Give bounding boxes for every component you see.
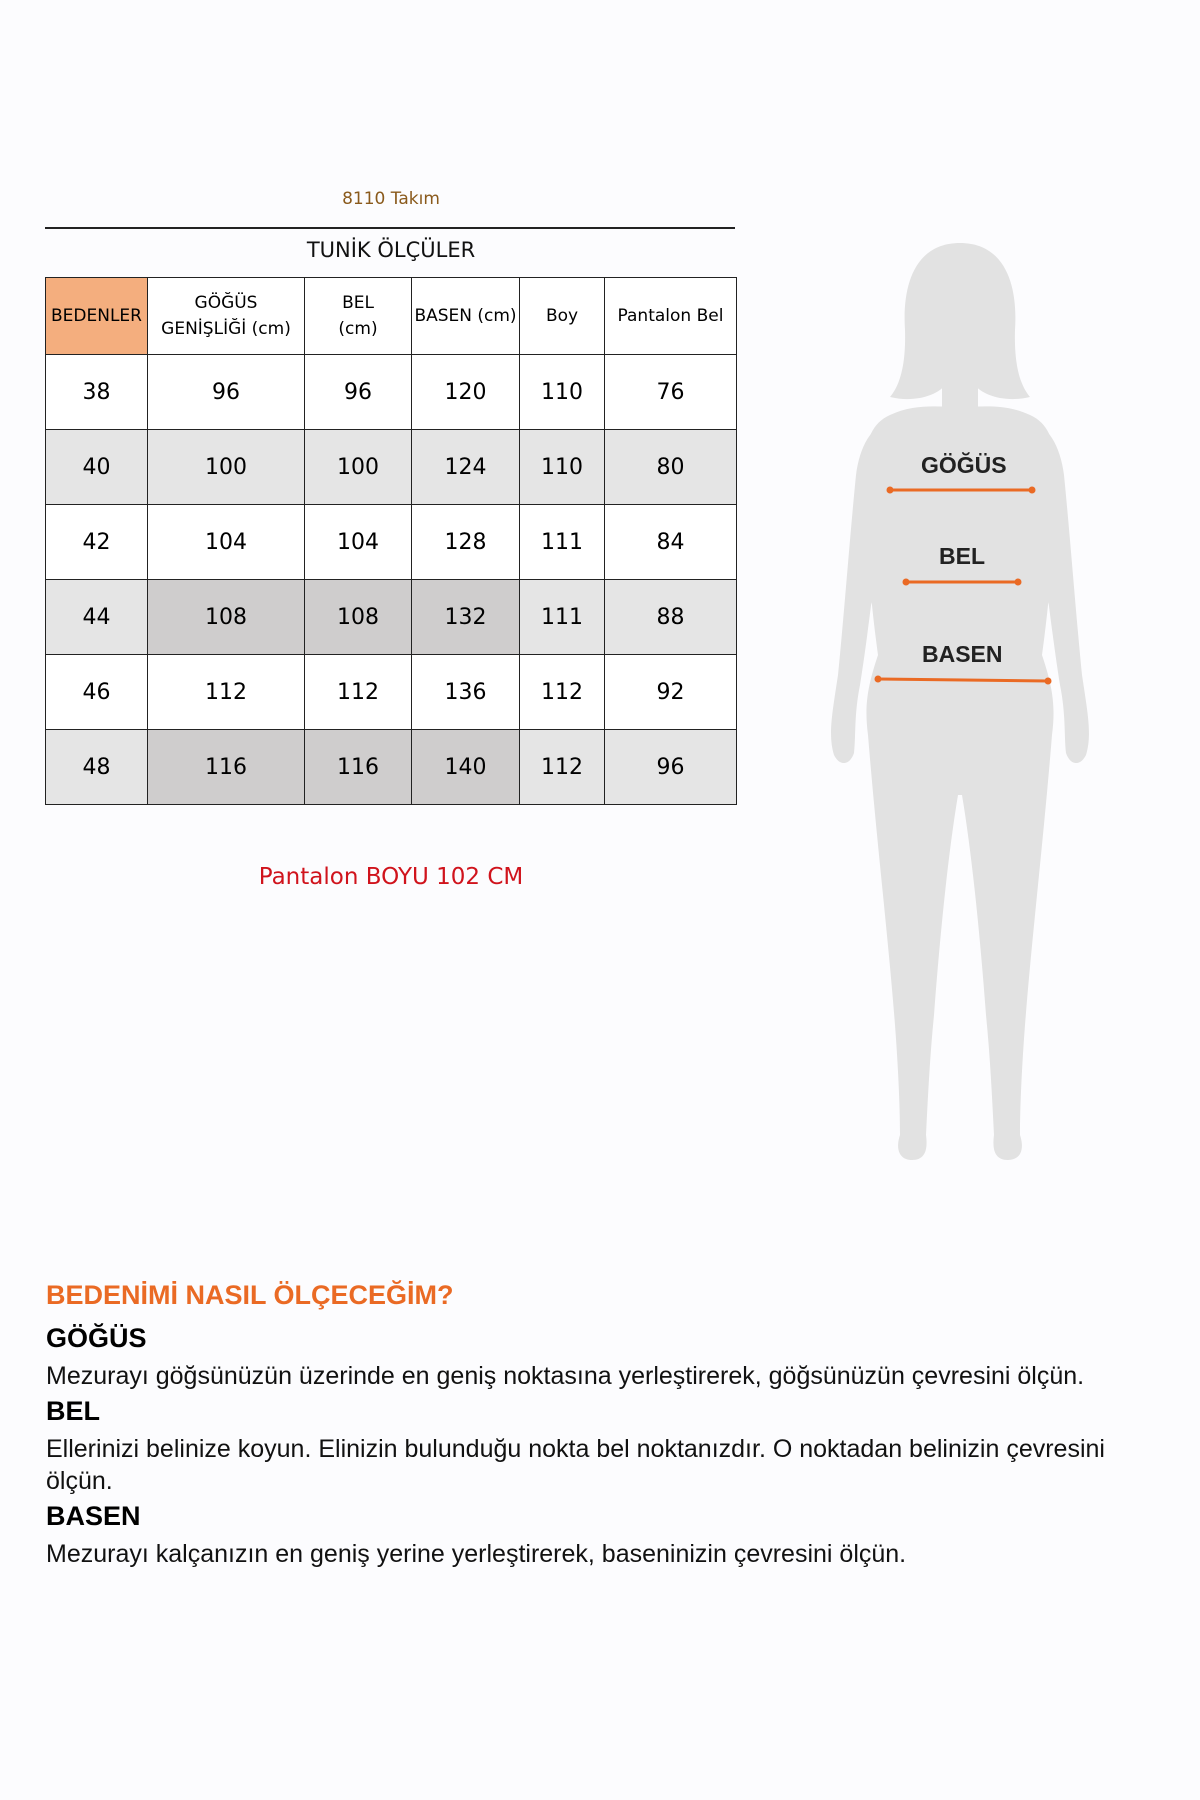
chest-start-dot: [887, 487, 894, 494]
table-row: [46, 580, 737, 655]
guide-chest-text: Mezurayı göğsünüzün üzerinde en geniş noktasına yerleştirerek, göğsünüzün çevresini ölçün.: [46, 1362, 1085, 1390]
cell-trouser-waist: 96: [605, 730, 737, 805]
cell-size: 48: [46, 730, 148, 805]
cell-waist: 116: [305, 730, 412, 805]
table-row: [46, 730, 737, 805]
hip-start-dot: [875, 676, 882, 683]
hip-measure-line: [878, 679, 1048, 681]
cell-length: 110: [520, 430, 605, 505]
body-silhouette-icon: [820, 235, 1100, 1190]
table-row: [46, 355, 737, 430]
table-title: TUNİK ÖLÇÜLER: [306, 238, 476, 262]
table-row: [46, 655, 737, 730]
guide-hip-title: BASEN: [46, 1501, 141, 1531]
cell-hip: 120: [412, 355, 520, 430]
header-length: Boy: [520, 278, 605, 355]
guide-chest-title: GÖĞÜS: [46, 1323, 147, 1353]
cell-hip: 136: [412, 655, 520, 730]
cell-hip: 128: [412, 505, 520, 580]
cell-size: 38: [46, 355, 148, 430]
cell-chest: 116: [148, 730, 305, 805]
cell-length: 110: [520, 355, 605, 430]
cell-hip: 124: [412, 430, 520, 505]
cell-chest: 100: [148, 430, 305, 505]
cell-waist: 96: [305, 355, 412, 430]
table-row: [46, 505, 737, 580]
cell-length: 111: [520, 580, 605, 655]
cell-hip: 132: [412, 580, 520, 655]
size-table: [45, 277, 737, 805]
trouser-length-note: Pantalon BOYU 102 CM: [258, 864, 524, 890]
cell-trouser-waist: 84: [605, 505, 737, 580]
hip-label: BASEN: [922, 641, 1003, 667]
cell-chest: 104: [148, 505, 305, 580]
cell-waist: 100: [305, 430, 412, 505]
waist-start-dot: [903, 579, 910, 586]
cell-waist: 112: [305, 655, 412, 730]
cell-trouser-waist: 80: [605, 430, 737, 505]
cell-size: 42: [46, 505, 148, 580]
header-hip: BASEN (cm): [412, 278, 520, 355]
header-waist: BEL (cm): [305, 278, 412, 355]
title-divider: [45, 227, 735, 229]
cell-chest: 112: [148, 655, 305, 730]
cell-size: 40: [46, 430, 148, 505]
table-header-row: [46, 278, 737, 355]
cell-waist: 108: [305, 580, 412, 655]
cell-length: 112: [520, 655, 605, 730]
guide-waist-text: Ellerinizi belinize koyun. Elinizin bulunduğu nokta bel noktanızdır. O noktadan belinizin çevresini ölçün.: [46, 1435, 1105, 1495]
hip-end-dot: [1045, 678, 1052, 685]
body-measurement-figure: [820, 235, 1100, 1190]
waist-label: BEL: [939, 543, 985, 569]
cell-waist: 104: [305, 505, 412, 580]
waist-end-dot: [1015, 579, 1022, 586]
cell-hip: 140: [412, 730, 520, 805]
cell-length: 111: [520, 505, 605, 580]
chest-end-dot: [1029, 487, 1036, 494]
cell-chest: 96: [148, 355, 305, 430]
header-chest: GÖĞÜS GENİŞLİĞİ (cm): [148, 278, 305, 355]
header-trouser-waist: Pantalon Bel: [605, 278, 737, 355]
chest-label: GÖĞÜS: [921, 452, 1007, 478]
guide-heading: BEDENİMİ NASIL ÖLÇECEĞİM?: [46, 1280, 454, 1310]
cell-trouser-waist: 88: [605, 580, 737, 655]
guide-hip-text: Mezurayı kalçanızın en geniş yerine yerleştirerek, baseninizin çevresini ölçün.: [46, 1540, 907, 1568]
cell-chest: 108: [148, 580, 305, 655]
guide-waist-title: BEL: [46, 1396, 100, 1426]
cell-size: 46: [46, 655, 148, 730]
table-row: [46, 430, 737, 505]
cell-trouser-waist: 76: [605, 355, 737, 430]
product-title: 8110 Takım: [342, 189, 440, 209]
cell-size: 44: [46, 580, 148, 655]
cell-length: 112: [520, 730, 605, 805]
cell-trouser-waist: 92: [605, 655, 737, 730]
header-sizes: BEDENLER: [46, 278, 148, 355]
measurement-guide: [46, 1280, 1166, 1574]
